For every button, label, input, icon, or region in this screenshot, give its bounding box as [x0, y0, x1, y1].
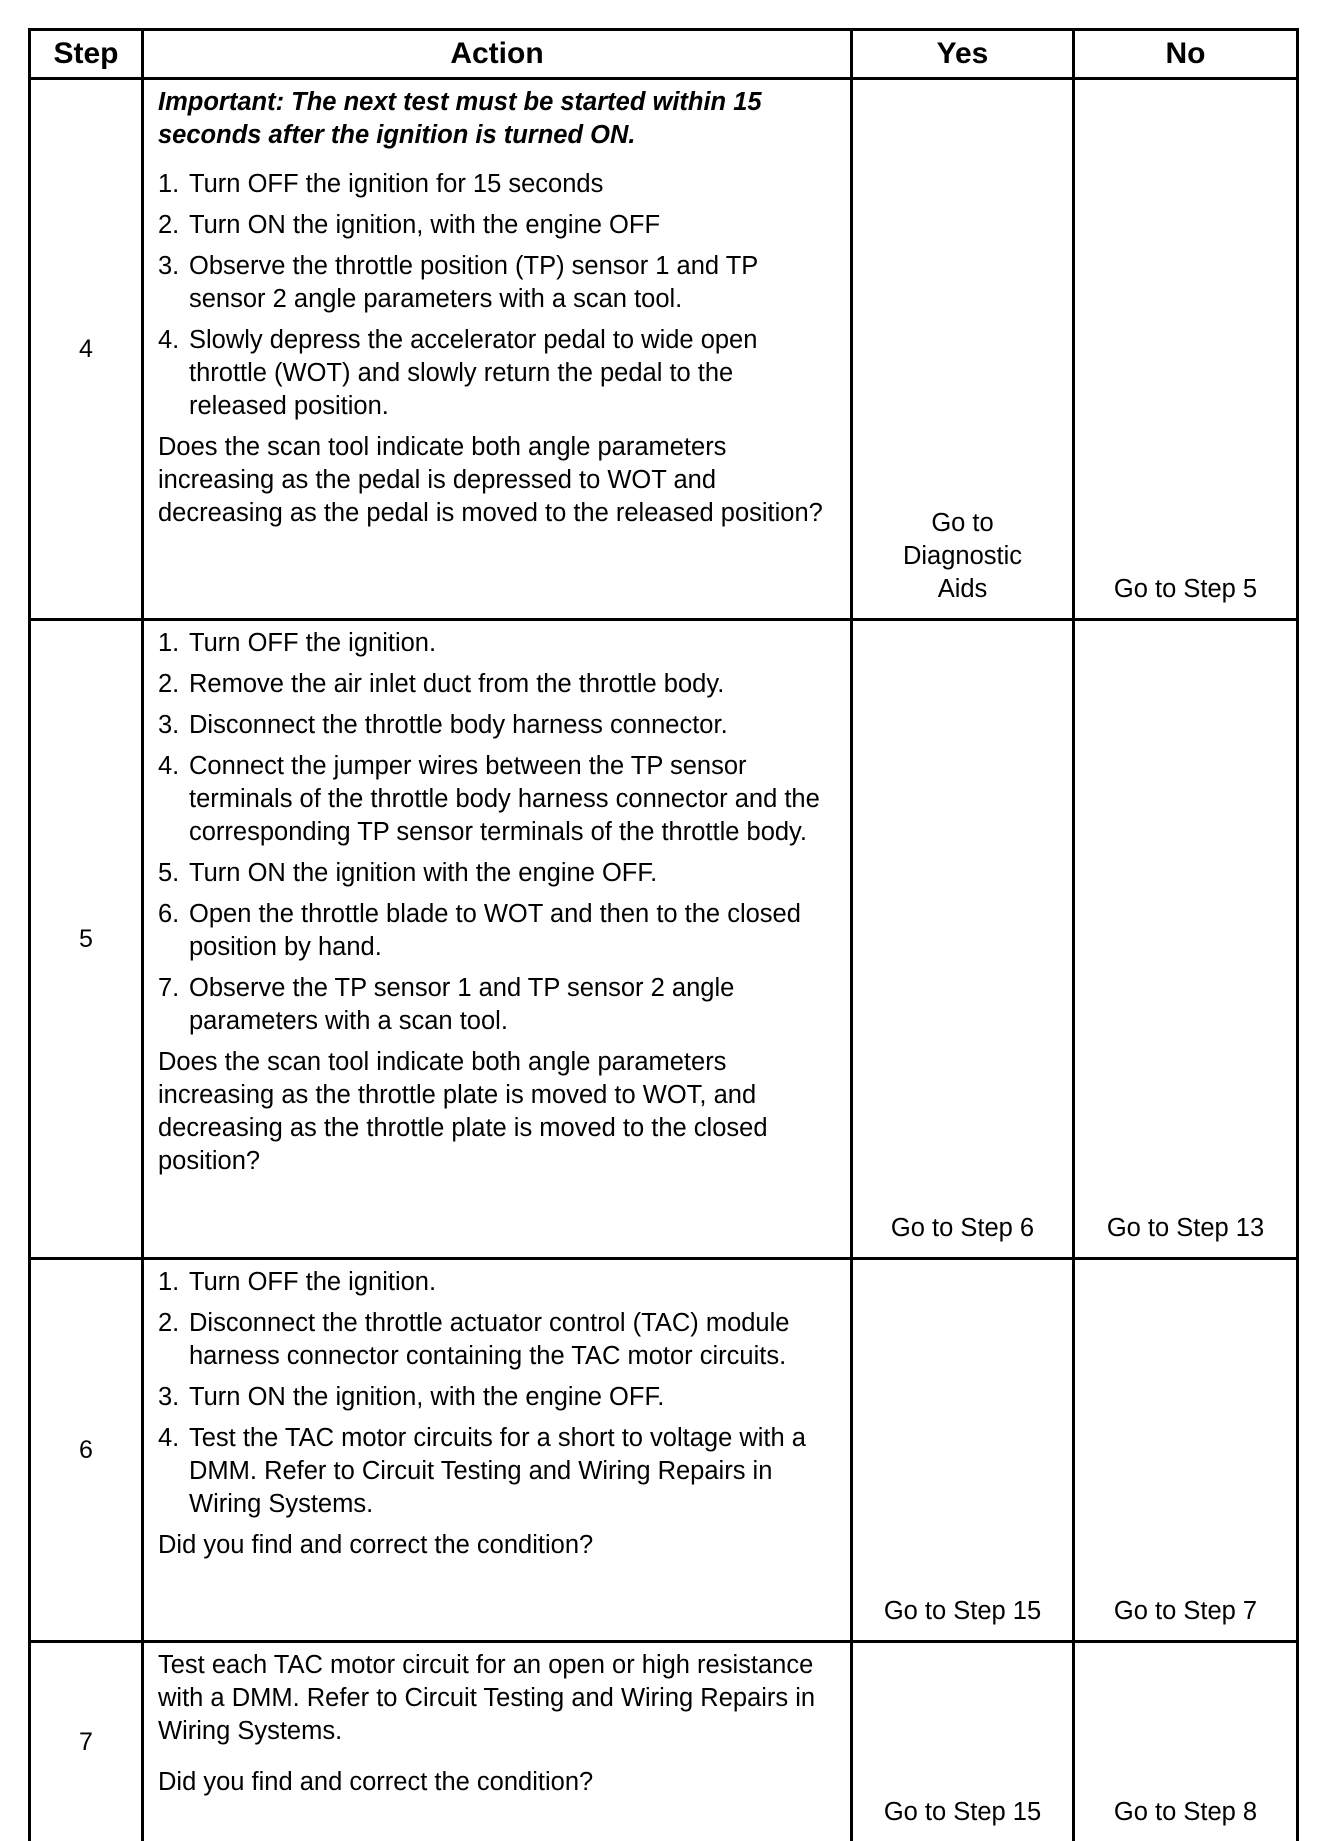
item-number: 5.: [158, 857, 189, 890]
list-item: [158, 1266, 836, 1299]
table-header-row: [30, 30, 1298, 79]
item-text: Slowly depress the accelerator pedal to wide open throttle (WOT) and slowly return the pedal to the released position.: [189, 324, 836, 423]
question-text: Did you find and correct the condition?: [158, 1766, 836, 1799]
item-text: Test the TAC motor circuits for a short to voltage with a DMM. Refer to Circuit Testing and Wiring Repairs in Wiring Systems.: [189, 1422, 836, 1521]
item-text: Open the throttle blade to WOT and then to the closed position by hand.: [189, 898, 836, 964]
yes-result: Go to Step 15: [852, 1259, 1074, 1642]
item-number: 6.: [158, 898, 189, 964]
item-number: 4.: [158, 1422, 189, 1521]
list-item: [158, 972, 836, 1038]
question-text: Does the scan tool indicate both angle parameters increasing as the pedal is depressed to WOT and decreasing as the pedal is moved to the released position?: [158, 431, 836, 530]
item-number: 3.: [158, 1381, 189, 1414]
list-item: [158, 1307, 836, 1373]
table-row-step-7: [30, 1642, 1298, 1841]
list-item: [158, 627, 836, 660]
item-text: Observe the throttle position (TP) sensor 1 and TP sensor 2 angle parameters with a scan tool.: [189, 250, 836, 316]
item-number: 4.: [158, 324, 189, 423]
list-item: [158, 857, 836, 890]
item-number: 1.: [158, 1266, 189, 1299]
list-item: [158, 1381, 836, 1414]
important-note: Important: The next test must be started within 15 seconds after the ignition is turned ON.: [158, 86, 836, 152]
item-number: 4.: [158, 750, 189, 849]
header-action: Action: [143, 30, 852, 79]
step-number: 4: [30, 79, 143, 620]
list-item: [158, 709, 836, 742]
item-text: Remove the air inlet duct from the throttle body.: [189, 668, 836, 701]
item-text: Turn OFF the ignition.: [189, 1266, 836, 1299]
table-row-step-6: [30, 1259, 1298, 1642]
header-step: Step: [30, 30, 143, 79]
list-item: [158, 668, 836, 701]
item-number: 1.: [158, 168, 189, 201]
item-number: 3.: [158, 250, 189, 316]
list-item: [158, 750, 836, 849]
yes-result: Go to Step 15: [852, 1642, 1074, 1841]
item-number: 2.: [158, 209, 189, 242]
list-item: [158, 1422, 836, 1521]
list-item: [158, 324, 836, 423]
yes-result: [852, 79, 1074, 620]
no-result: Go to Step 8: [1074, 1642, 1298, 1841]
item-number: 7.: [158, 972, 189, 1038]
action-list: [158, 168, 836, 423]
diagnostic-table: [28, 28, 1299, 1841]
no-result: Go to Step 5: [1074, 79, 1298, 620]
no-result: Go to Step 7: [1074, 1259, 1298, 1642]
item-number: 3.: [158, 709, 189, 742]
table-row-step-4: [30, 79, 1298, 620]
step-number: 6: [30, 1259, 143, 1642]
step-number: 7: [30, 1642, 143, 1841]
yes-result: Go to Step 6: [852, 620, 1074, 1259]
step-number: 5: [30, 620, 143, 1259]
action-cell: [143, 620, 852, 1259]
question-text: Does the scan tool indicate both angle parameters increasing as the throttle plate is moved to WOT, and decreasing as the throttle plate is moved to the closed position?: [158, 1046, 836, 1178]
no-result: Go to Step 13: [1074, 620, 1298, 1259]
item-text: Disconnect the throttle actuator control (TAC) module harness connector containing the TAC motor circuits.: [189, 1307, 836, 1373]
header-no: No: [1074, 30, 1298, 79]
action-cell: [143, 1259, 852, 1642]
item-text: Turn ON the ignition with the engine OFF.: [189, 857, 836, 890]
action-text: Test each TAC motor circuit for an open or high resistance with a DMM. Refer to Circuit Testing and Wiring Repairs in Wiring Systems.: [158, 1649, 836, 1748]
item-text: Observe the TP sensor 1 and TP sensor 2 angle parameters with a scan tool.: [189, 972, 836, 1038]
header-yes: Yes: [852, 30, 1074, 79]
item-text: Turn OFF the ignition for 15 seconds: [189, 168, 836, 201]
item-number: 1.: [158, 627, 189, 660]
question-text: Did you find and correct the condition?: [158, 1529, 836, 1562]
item-number: 2.: [158, 1307, 189, 1373]
action-cell: [143, 79, 852, 620]
action-list: [158, 1266, 836, 1521]
item-text: Disconnect the throttle body harness connector.: [189, 709, 836, 742]
item-text: Connect the jumper wires between the TP sensor terminals of the throttle body harness connector and the corresponding TP sensor terminals of the throttle body.: [189, 750, 836, 849]
item-number: 2.: [158, 668, 189, 701]
item-text: Turn ON the ignition, with the engine OFF.: [189, 1381, 836, 1414]
action-cell: [143, 1642, 852, 1841]
yes-result-text: Go to Diagnostic Aids: [898, 507, 1028, 606]
list-item: [158, 898, 836, 964]
table-row-step-5: [30, 620, 1298, 1259]
action-list: [158, 627, 836, 1038]
list-item: [158, 250, 836, 316]
list-item: [158, 209, 836, 242]
item-text: Turn OFF the ignition.: [189, 627, 836, 660]
list-item: [158, 168, 836, 201]
item-text: Turn ON the ignition, with the engine OFF: [189, 209, 836, 242]
